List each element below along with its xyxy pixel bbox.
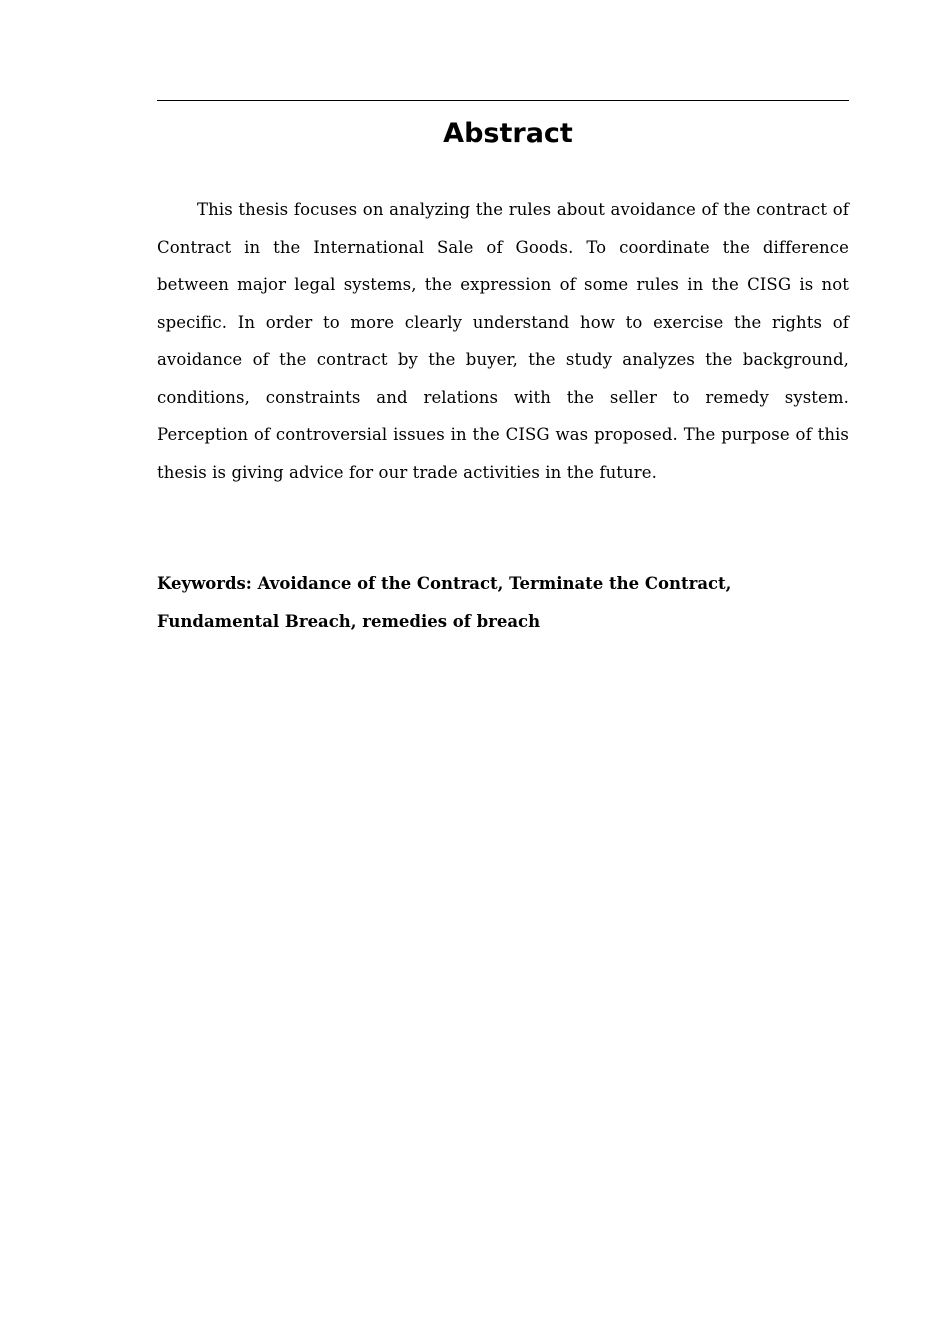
header-rule [157, 100, 849, 101]
keywords-line [157, 565, 849, 640]
abstract-paragraph: This thesis focuses on analyzing the rules about avoidance of the contract of Contract in the International Sale of Goods. To coordinate the difference between major legal systems, the expression of some rules in the CISG is not specific. In order to more clearly understand how to exercise the rights of avoidance of the contract by the buyer, the study analyzes the background, conditions, constraints and relations with the seller to remedy system. Perception of controversial issues in the CISG was proposed. The purpose of this thesis is giving advice for our trade activities in the future. [157, 200, 849, 482]
keywords-list: Avoidance of the Contract, Terminate the Contract, Fundamental Breach, remedies of breach [157, 574, 732, 631]
page-title: Abstract [443, 118, 573, 150]
keywords-label: Keywords: [157, 574, 252, 593]
